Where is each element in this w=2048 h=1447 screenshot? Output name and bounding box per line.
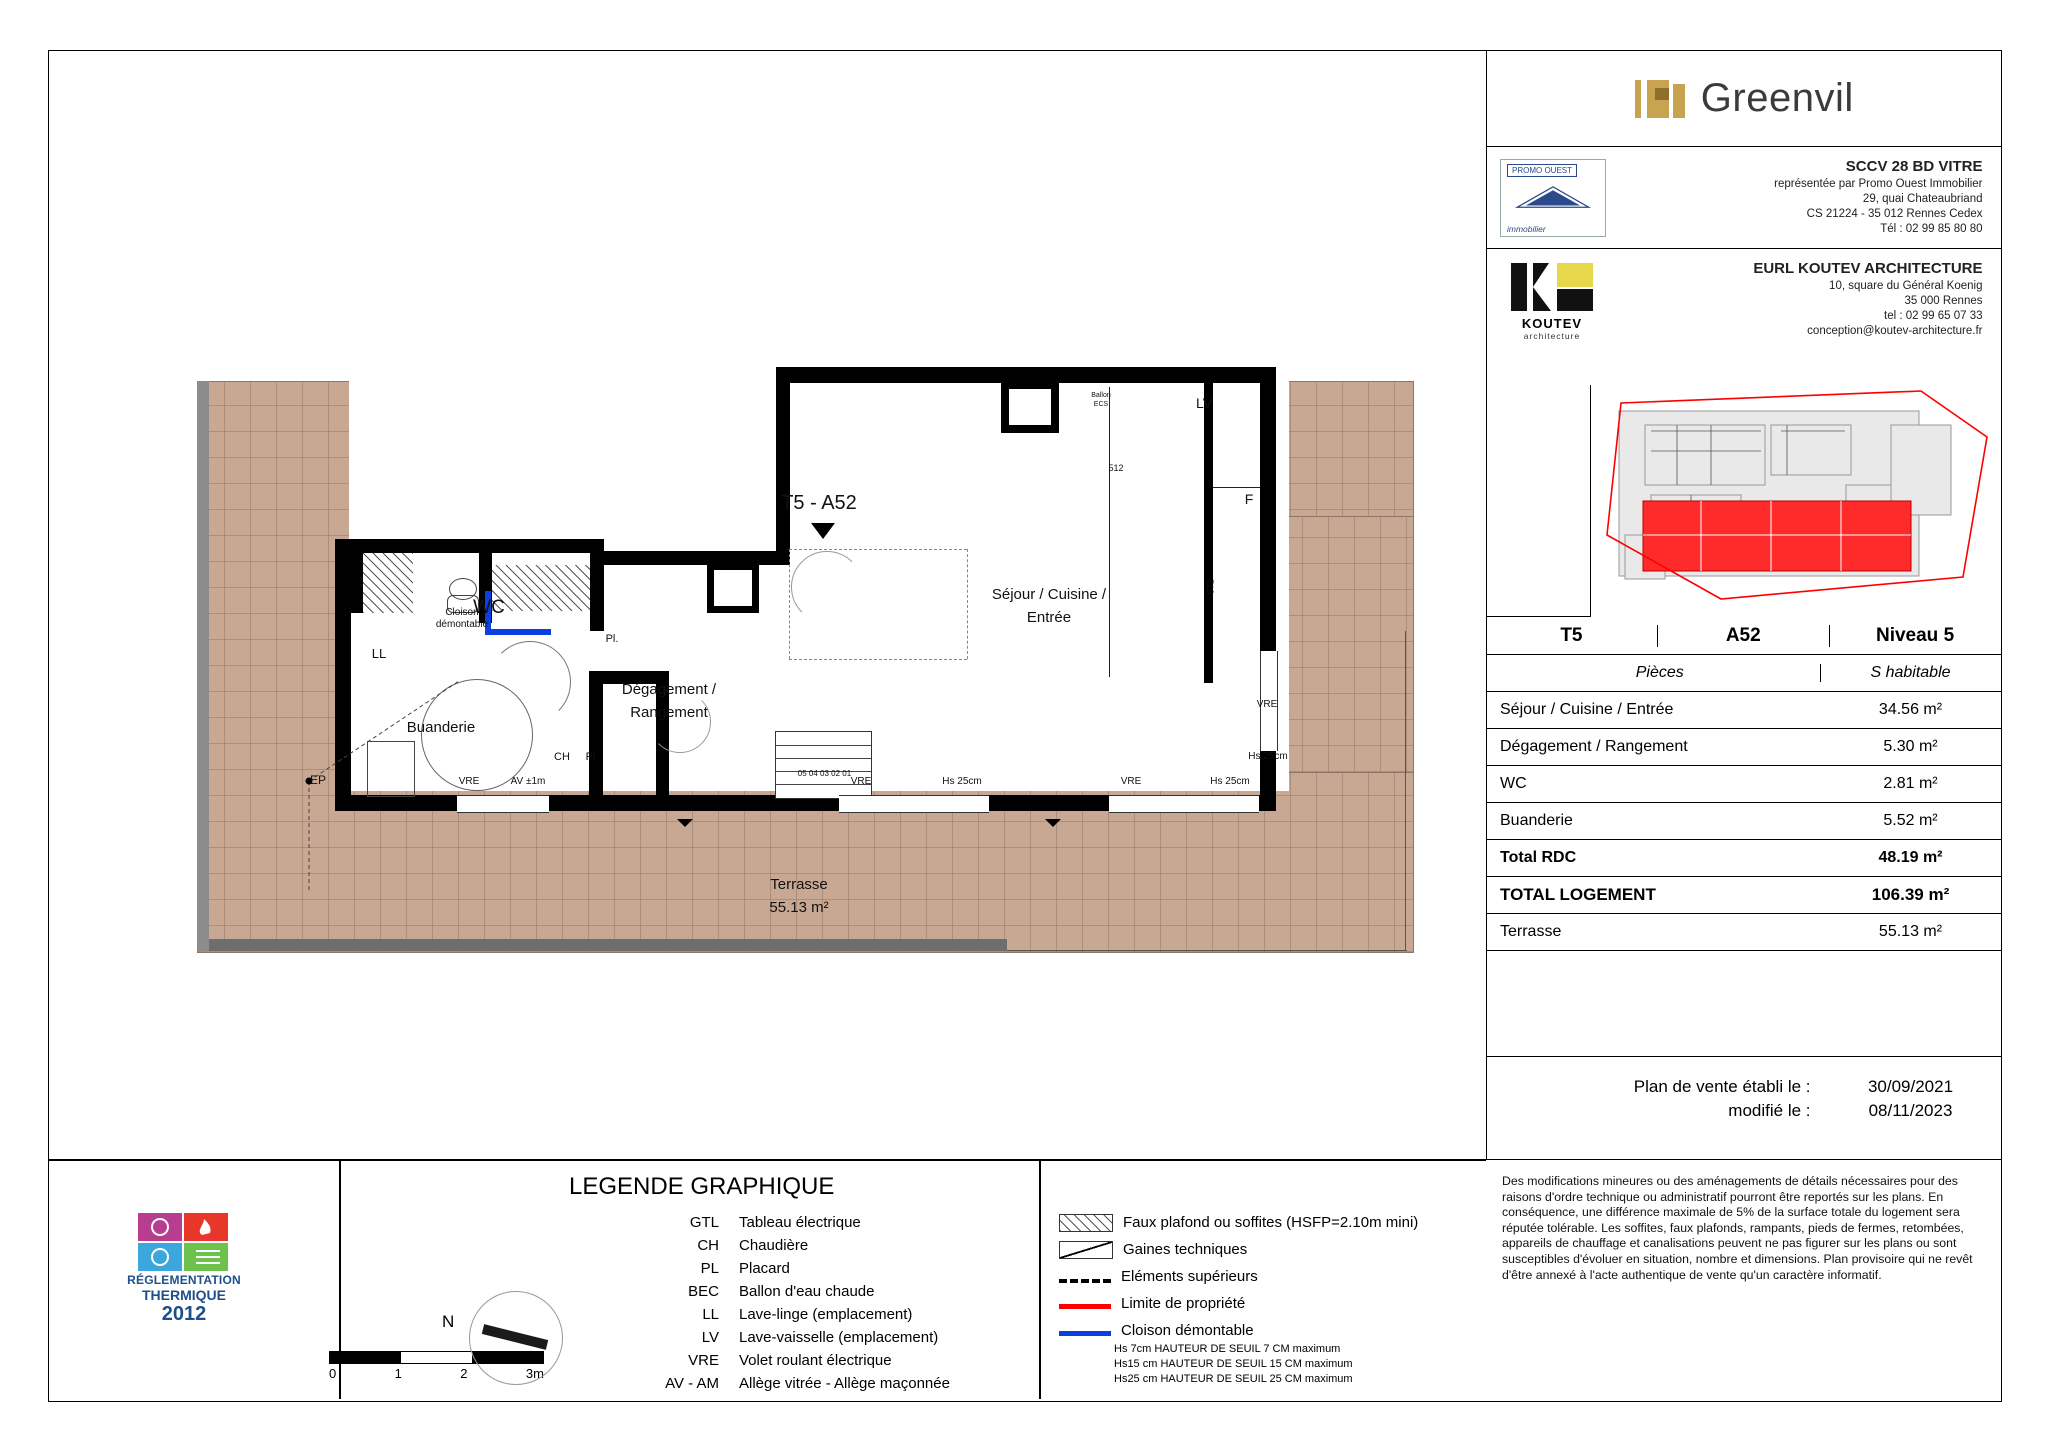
area-value: 5.52 m² bbox=[1883, 812, 1938, 829]
red-line-icon bbox=[1059, 1304, 1111, 1309]
date-modified-row bbox=[1486, 1099, 2001, 1123]
table-row bbox=[1486, 803, 2001, 840]
identity-type: T5 bbox=[1560, 624, 1583, 646]
table-row-total-logement bbox=[1486, 877, 2001, 914]
tag-pl-2: Pl. bbox=[605, 633, 619, 645]
architect-line-2: 35 000 Rennes bbox=[1904, 295, 1983, 307]
date-established-label: Plan de vente établi le : bbox=[1633, 1077, 1811, 1096]
blue-line-icon bbox=[1059, 1331, 1111, 1336]
terrace-edge-bottom bbox=[197, 939, 1007, 951]
room-label-degagement-l2: Rangement bbox=[630, 704, 708, 721]
disclaimer-text: Des modifications mineures ou des aménagements de détails nécessaires pour des raisons d'ordre technique ou administratif pourront être reportés sur les plans. En conséquence, une différence maximale de 5% de la surface totale du logement sera réputée tolérable. Les soffites, faux plafonds, rampants, pieds de fermes, retombées, appareils de chauffage et canalisations peuvent ne pas figurer sur les plans ou sont susceptibles d'évoluer en situation, nombre et dimensions. Plan provisoire qui ne revêt d'être annexé à l'acte authentique de vente qu'un caractère informatif. bbox=[1486, 1159, 2001, 1399]
areas-header-pieces: Pièces bbox=[1635, 664, 1684, 681]
dashed-line-icon bbox=[1059, 1279, 1111, 1283]
brand-row bbox=[1486, 51, 2001, 147]
duct-box-2-inner bbox=[714, 570, 752, 606]
promoter-details bbox=[1606, 159, 2001, 237]
threshold-notes: Hs 7cm HAUTEUR DE SEUIL 7 CM maximum Hs15 cm HAUTEUR DE SEUIL 15 CM maximum Hs25 cm HAUTEUR DE SEUIL 25 CM maximum bbox=[1114, 1343, 1353, 1385]
room-label-buanderie: Buanderie bbox=[406, 719, 476, 736]
rt2012-line2: THERMIQUE bbox=[142, 1287, 226, 1303]
tag-cloison-1: Cloison bbox=[445, 607, 479, 618]
promoter-line-4: Tél : 02 99 85 80 80 bbox=[1880, 222, 1983, 235]
date-established-row bbox=[1486, 1075, 2001, 1099]
area-name: Dégagement / Rangement bbox=[1500, 738, 1688, 755]
koutev-name: KOUTEV bbox=[1521, 316, 1583, 331]
promoter-line-2: 29, quai Chateaubriand bbox=[1862, 192, 1983, 205]
key-plan bbox=[1590, 385, 2001, 617]
drawing-sheet bbox=[48, 50, 2002, 1402]
area-value: 2.81 m² bbox=[1883, 775, 1938, 792]
legend-symbol-red: Limite de propriété bbox=[1059, 1290, 1418, 1317]
architect-line-3: tel : 02 99 65 07 33 bbox=[1884, 310, 1983, 322]
date-modified-label: modifié le : bbox=[1728, 1101, 1811, 1120]
identity-number: A52 bbox=[1657, 625, 1829, 647]
unit-label-pointer bbox=[811, 523, 835, 539]
wall-wc-top bbox=[349, 553, 363, 613]
wall-kitchen-vert bbox=[1204, 383, 1213, 683]
areas-table bbox=[1486, 655, 2001, 951]
brand-name: Greenvil bbox=[1700, 76, 1854, 120]
promoter-title: SCCV 28 BD VITRE bbox=[1845, 157, 1983, 175]
tag-hs25-1: Hs 25cm bbox=[942, 776, 982, 787]
promo-logo-top-text: PROMO OUEST bbox=[1507, 164, 1577, 177]
greenvil-logo-icon bbox=[1633, 74, 1689, 124]
area-value: 55.13 m² bbox=[1878, 923, 1943, 940]
koutev-subtitle: architecture bbox=[1523, 331, 1581, 341]
room-label-sejour-l1: Séjour / Cuisine / bbox=[991, 586, 1107, 603]
identity-row bbox=[1486, 617, 2001, 655]
area-name: Terrasse bbox=[1500, 923, 1562, 940]
room-label-terrasse: Terrasse bbox=[770, 876, 828, 893]
marker-1 bbox=[677, 819, 693, 827]
legend-divider-2 bbox=[1039, 1159, 1041, 1399]
legend-descriptions: Tableau électrique Chaudière Placard Ballon d'eau chaude Lave-linge (emplacement) Lave-vaisselle (emplacement) Volet roulant électrique Allège vitrée - Allège maçonnée bbox=[739, 1214, 950, 1392]
tag-pl: Pl. bbox=[585, 751, 599, 763]
compass-icon bbox=[442, 1291, 563, 1385]
koutev-logo-icon bbox=[1509, 261, 1595, 313]
stair-numbers: 05 04 03 02 01 bbox=[797, 769, 852, 778]
tag-bec: Ballon ECS bbox=[1091, 392, 1111, 408]
promoter-line-3: CS 21224 - 35 012 Rennes Cedex bbox=[1806, 207, 1983, 220]
rt2012-logo-icon bbox=[136, 1211, 232, 1273]
soffite-zone-1 bbox=[363, 553, 413, 613]
compass-needle bbox=[482, 1324, 548, 1350]
sejour-dash-1 bbox=[789, 549, 791, 659]
architect-title: EURL KOUTEV ARCHITECTURE bbox=[1753, 260, 1983, 277]
architect-line-1: 10, square du Général Koenig bbox=[1829, 280, 1983, 292]
legend-symbol-gaine: Gaines techniques bbox=[1059, 1236, 1418, 1263]
duct-box-1-inner bbox=[1009, 389, 1051, 425]
hatch-icon bbox=[1059, 1214, 1113, 1232]
promo-ouest-logo-icon bbox=[1500, 159, 1606, 237]
wall-vert-mid2 bbox=[776, 367, 790, 565]
tag-cloison-2: démontable bbox=[435, 619, 489, 630]
key-plan-drawing bbox=[1591, 385, 2001, 617]
area-value: 106.39 m² bbox=[1871, 885, 1950, 904]
sejour-dash-4 bbox=[789, 549, 967, 551]
legend-symbols bbox=[1059, 1209, 1418, 1344]
area-name: Séjour / Cuisine / Entrée bbox=[1500, 701, 1674, 718]
graphic-legend bbox=[49, 1159, 1486, 1399]
gaine-icon bbox=[1059, 1241, 1113, 1259]
legend-codes: GTL CH PL BEC LL LV VRE AV - AM bbox=[665, 1214, 719, 1392]
areas-table-header bbox=[1486, 655, 2001, 692]
wall-corner-mid bbox=[590, 551, 790, 565]
terrace-outline-right bbox=[1405, 631, 1406, 951]
rt2012-line3: 2012 bbox=[161, 1303, 207, 1325]
identity-level: Niveau 5 bbox=[1829, 625, 2001, 647]
terrasse-area: 55.13 m² bbox=[769, 899, 829, 916]
promo-logo-bottom-text: immobilier bbox=[1507, 223, 1546, 234]
architect-row bbox=[1486, 249, 2001, 617]
tag-vre-4: VRE bbox=[1256, 699, 1278, 710]
area-value: 5.30 m² bbox=[1883, 738, 1938, 755]
compass-north-label: N bbox=[442, 1312, 455, 1331]
tag-ll: LL bbox=[371, 646, 387, 661]
tag-hs25-2: Hs 25cm bbox=[1210, 776, 1250, 787]
room-label-degagement-l1: Dégagement / bbox=[621, 681, 717, 698]
tag-vre-1: VRE bbox=[458, 776, 480, 787]
legend-symbol-hatch: Faux plafond ou soffites (HSFP=2.10m mini) bbox=[1059, 1209, 1418, 1236]
tag-av: AV ±1m bbox=[510, 776, 546, 787]
tag-hs25-3: Hs 25cm bbox=[1248, 751, 1288, 762]
tag-f: F bbox=[1244, 491, 1254, 507]
area-value: 48.19 m² bbox=[1878, 849, 1943, 866]
tag-vre-2: VRE bbox=[850, 776, 872, 787]
architect-details bbox=[1604, 249, 2001, 339]
areas-header-surface: S habitable bbox=[1820, 664, 2001, 682]
window-opening-2 bbox=[839, 795, 989, 813]
table-row bbox=[1486, 729, 2001, 766]
architect-line-4: conception@koutev-architecture.fr bbox=[1807, 325, 1983, 337]
window-opening-3 bbox=[1109, 795, 1259, 813]
kitchen-counter bbox=[1109, 387, 1110, 677]
table-row bbox=[1486, 766, 2001, 803]
scale-bar-ticks: 0 1 2 3m bbox=[329, 1366, 544, 1381]
tag-lv: LV bbox=[1195, 395, 1213, 411]
koutev-logo bbox=[1500, 261, 1604, 341]
date-established-value: 30/09/2021 bbox=[1867, 1077, 1954, 1096]
title-block bbox=[1486, 51, 2001, 1401]
floor-plan bbox=[49, 51, 1487, 1159]
staircase bbox=[775, 731, 872, 799]
unit-label: T5 - A52 bbox=[781, 492, 857, 514]
table-row bbox=[1486, 692, 2001, 729]
table-row-total-rdc bbox=[1486, 840, 2001, 877]
legend-symbol-blue: Cloison démontable bbox=[1059, 1317, 1418, 1344]
dim-512: 512 bbox=[1108, 463, 1124, 473]
tag-ch: CH bbox=[554, 751, 570, 763]
area-name: WC bbox=[1500, 775, 1527, 792]
tag-ep: EP bbox=[309, 773, 326, 787]
promoter-row bbox=[1486, 147, 2001, 249]
room-label-sejour-l2: Entrée bbox=[1026, 609, 1072, 626]
area-name: Total RDC bbox=[1500, 849, 1577, 866]
table-row-terrasse bbox=[1486, 914, 2001, 951]
kitchen-counter-2 bbox=[1213, 487, 1260, 488]
area-value: 34.56 m² bbox=[1878, 701, 1943, 718]
rt2012-line1: RÉGLEMENTATION bbox=[127, 1273, 241, 1287]
promoter-line-1: représentée par Promo Ouest Immobilier bbox=[1774, 177, 1983, 190]
dim-572: 572 bbox=[1205, 579, 1216, 595]
rt2012-badge bbox=[124, 1211, 244, 1326]
area-name: TOTAL LOGEMENT bbox=[1500, 885, 1656, 904]
dates-block bbox=[1486, 1063, 2001, 1135]
legend-symbol-dashed: Eléments supérieurs bbox=[1059, 1263, 1418, 1290]
date-modified-value: 08/11/2023 bbox=[1868, 1101, 1953, 1120]
area-name: Buanderie bbox=[1500, 812, 1573, 829]
terrace-outline-bottom-right bbox=[1007, 950, 1407, 951]
tag-vre-3: VRE bbox=[1120, 776, 1142, 787]
marker-2 bbox=[1045, 819, 1061, 827]
wall-top-left bbox=[349, 539, 604, 553]
terrace-edge-left bbox=[197, 381, 209, 951]
sejour-dash-2 bbox=[789, 659, 967, 661]
unit-identity-table bbox=[1486, 617, 2001, 655]
room-label-wc: WC bbox=[473, 597, 505, 618]
legend-title: LEGENDE GRAPHIQUE bbox=[569, 1173, 835, 1200]
